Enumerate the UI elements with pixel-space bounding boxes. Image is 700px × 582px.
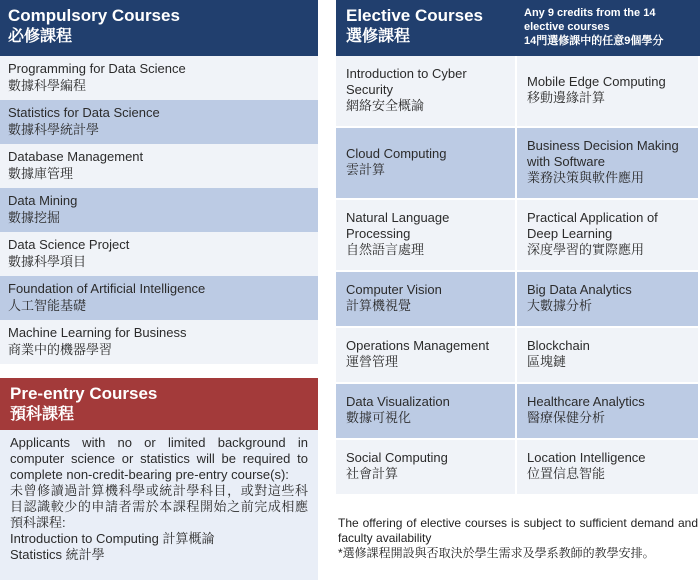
- preentry-desc-zh: 未曾修讀過計算機科學或統計學科目，或對這些科目認識較少的申請者需於本課程開始之前完成相應預科課程:: [10, 483, 308, 530]
- course-name-en: Database Management: [8, 149, 144, 164]
- elective-course: [517, 328, 700, 384]
- compulsory-course: [0, 320, 318, 364]
- course-name-en: Data Mining: [8, 193, 78, 208]
- course-name-en: Natural Language Processing: [346, 210, 450, 241]
- elective-course: [336, 272, 517, 328]
- course-name-en: Blockchain: [527, 338, 590, 353]
- elective-title: [346, 4, 524, 56]
- course-name-en: Social Computing: [346, 450, 448, 465]
- elective-title-en: Elective Courses: [346, 6, 484, 25]
- course-name-en: Statistics for Data Science: [8, 105, 160, 120]
- course-name-zh: 自然語言處理: [346, 242, 425, 257]
- elective-course: [517, 384, 700, 440]
- elective-note-zh: 14門選修課中的任意9個學分: [524, 35, 664, 47]
- course-name-zh: 數據庫管理: [8, 166, 74, 181]
- elective-course: [336, 384, 517, 440]
- compulsory-course: [0, 100, 318, 144]
- course-name-zh: 區塊鏈: [527, 354, 567, 369]
- footnote-en: The offering of elective courses is subject to sufficient demand and faculty availability: [338, 516, 698, 545]
- course-name-zh: 計算機視覺: [346, 298, 412, 313]
- course-name-en: Introduction to Cyber Security: [346, 66, 467, 97]
- right-column: [336, 0, 700, 561]
- compulsory-title-en: Compulsory Courses: [8, 6, 180, 25]
- preentry-desc-en: Applicants with no or limited background in computer science or statistics will be required to complete non-credit-bearing pre-entry course(s):: [10, 435, 308, 482]
- elective-course: [336, 56, 517, 128]
- elective-course: [517, 56, 700, 128]
- course-name-zh: 商業中的機器學習: [8, 342, 113, 357]
- course-name-en: Location Intelligence: [527, 450, 646, 465]
- course-name-zh: 網絡安全概論: [346, 98, 425, 113]
- course-name-zh: 位置信息智能: [527, 466, 606, 481]
- course-name-zh: 雲計算: [346, 162, 386, 177]
- course-name-zh: 社會計算: [346, 466, 399, 481]
- compulsory-course: [0, 276, 318, 320]
- course-name-en: Healthcare Analytics: [527, 394, 645, 409]
- course-name-en: Data Visualization: [346, 394, 450, 409]
- course-name-zh: 運營管理: [346, 354, 399, 369]
- course-name-en: Big Data Analytics: [527, 282, 632, 297]
- elective-course: [517, 272, 700, 328]
- preentry-header: [0, 378, 318, 430]
- preentry-description: [0, 430, 318, 580]
- course-name-zh: 數據科學統計學: [8, 122, 100, 137]
- course-name-zh: 深度學習的實際應用: [527, 242, 645, 257]
- compulsory-course: [0, 188, 318, 232]
- course-name-zh: 數據科學項目: [8, 254, 87, 269]
- course-name-en: Computer Vision: [346, 282, 442, 297]
- course-name-en: Practical Application of Deep Learning: [527, 210, 658, 241]
- compulsory-header: [0, 0, 318, 56]
- elective-course: [336, 200, 517, 272]
- course-name-en: Machine Learning for Business: [8, 325, 187, 340]
- elective-course: [517, 128, 700, 200]
- course-name-zh: 大數據分析: [527, 298, 593, 313]
- course-name-en: Business Decision Making with Software: [527, 138, 679, 169]
- course-name-zh: 數據科學編程: [8, 78, 87, 93]
- elective-note-en: Any 9 credits from the 14 elective courses: [524, 7, 656, 33]
- preentry-title-en: Pre-entry Courses: [10, 384, 158, 403]
- footnote-zh: *選修課程開設與否取決於學生需求及學系教師的教學安排。: [338, 546, 655, 560]
- elective-title-zh: 選修課程: [346, 28, 411, 45]
- compulsory-course: [0, 232, 318, 276]
- course-name-en: Foundation of Artificial Intelligence: [8, 281, 206, 296]
- compulsory-course: [0, 144, 318, 188]
- course-name-en: Mobile Edge Computing: [527, 74, 666, 89]
- course-name-zh: 移動邊緣計算: [527, 90, 606, 105]
- elective-header: [336, 0, 700, 56]
- course-name-en: Operations Management: [346, 338, 490, 353]
- elective-course: [517, 440, 700, 496]
- elective-course: [336, 128, 517, 200]
- course-name-zh: 數據挖掘: [8, 210, 61, 225]
- compulsory-title-zh: 必修課程: [8, 28, 73, 45]
- course-name-en: Data Science Project: [8, 237, 130, 252]
- preentry-title-zh: 預科課程: [10, 406, 75, 423]
- course-name-zh: 人工智能基礎: [8, 298, 87, 313]
- elective-credit-note: [524, 4, 692, 56]
- elective-grid: [336, 56, 700, 496]
- compulsory-course: [0, 56, 318, 100]
- course-name-en: Cloud Computing: [346, 146, 447, 161]
- elective-footnote: [336, 516, 700, 561]
- preentry-course-1: Introduction to Computing 計算概論: [10, 531, 215, 546]
- preentry-course-2: Statistics 統計學: [10, 547, 105, 562]
- course-name-zh: 醫療保健分析: [527, 410, 606, 425]
- course-name-en: Programming for Data Science: [8, 61, 186, 76]
- elective-course: [336, 328, 517, 384]
- left-column: [0, 0, 318, 580]
- elective-course: [336, 440, 517, 496]
- course-name-zh: 業務決策與軟件應用: [527, 170, 645, 185]
- course-name-zh: 數據可視化: [346, 410, 412, 425]
- elective-course: [517, 200, 700, 272]
